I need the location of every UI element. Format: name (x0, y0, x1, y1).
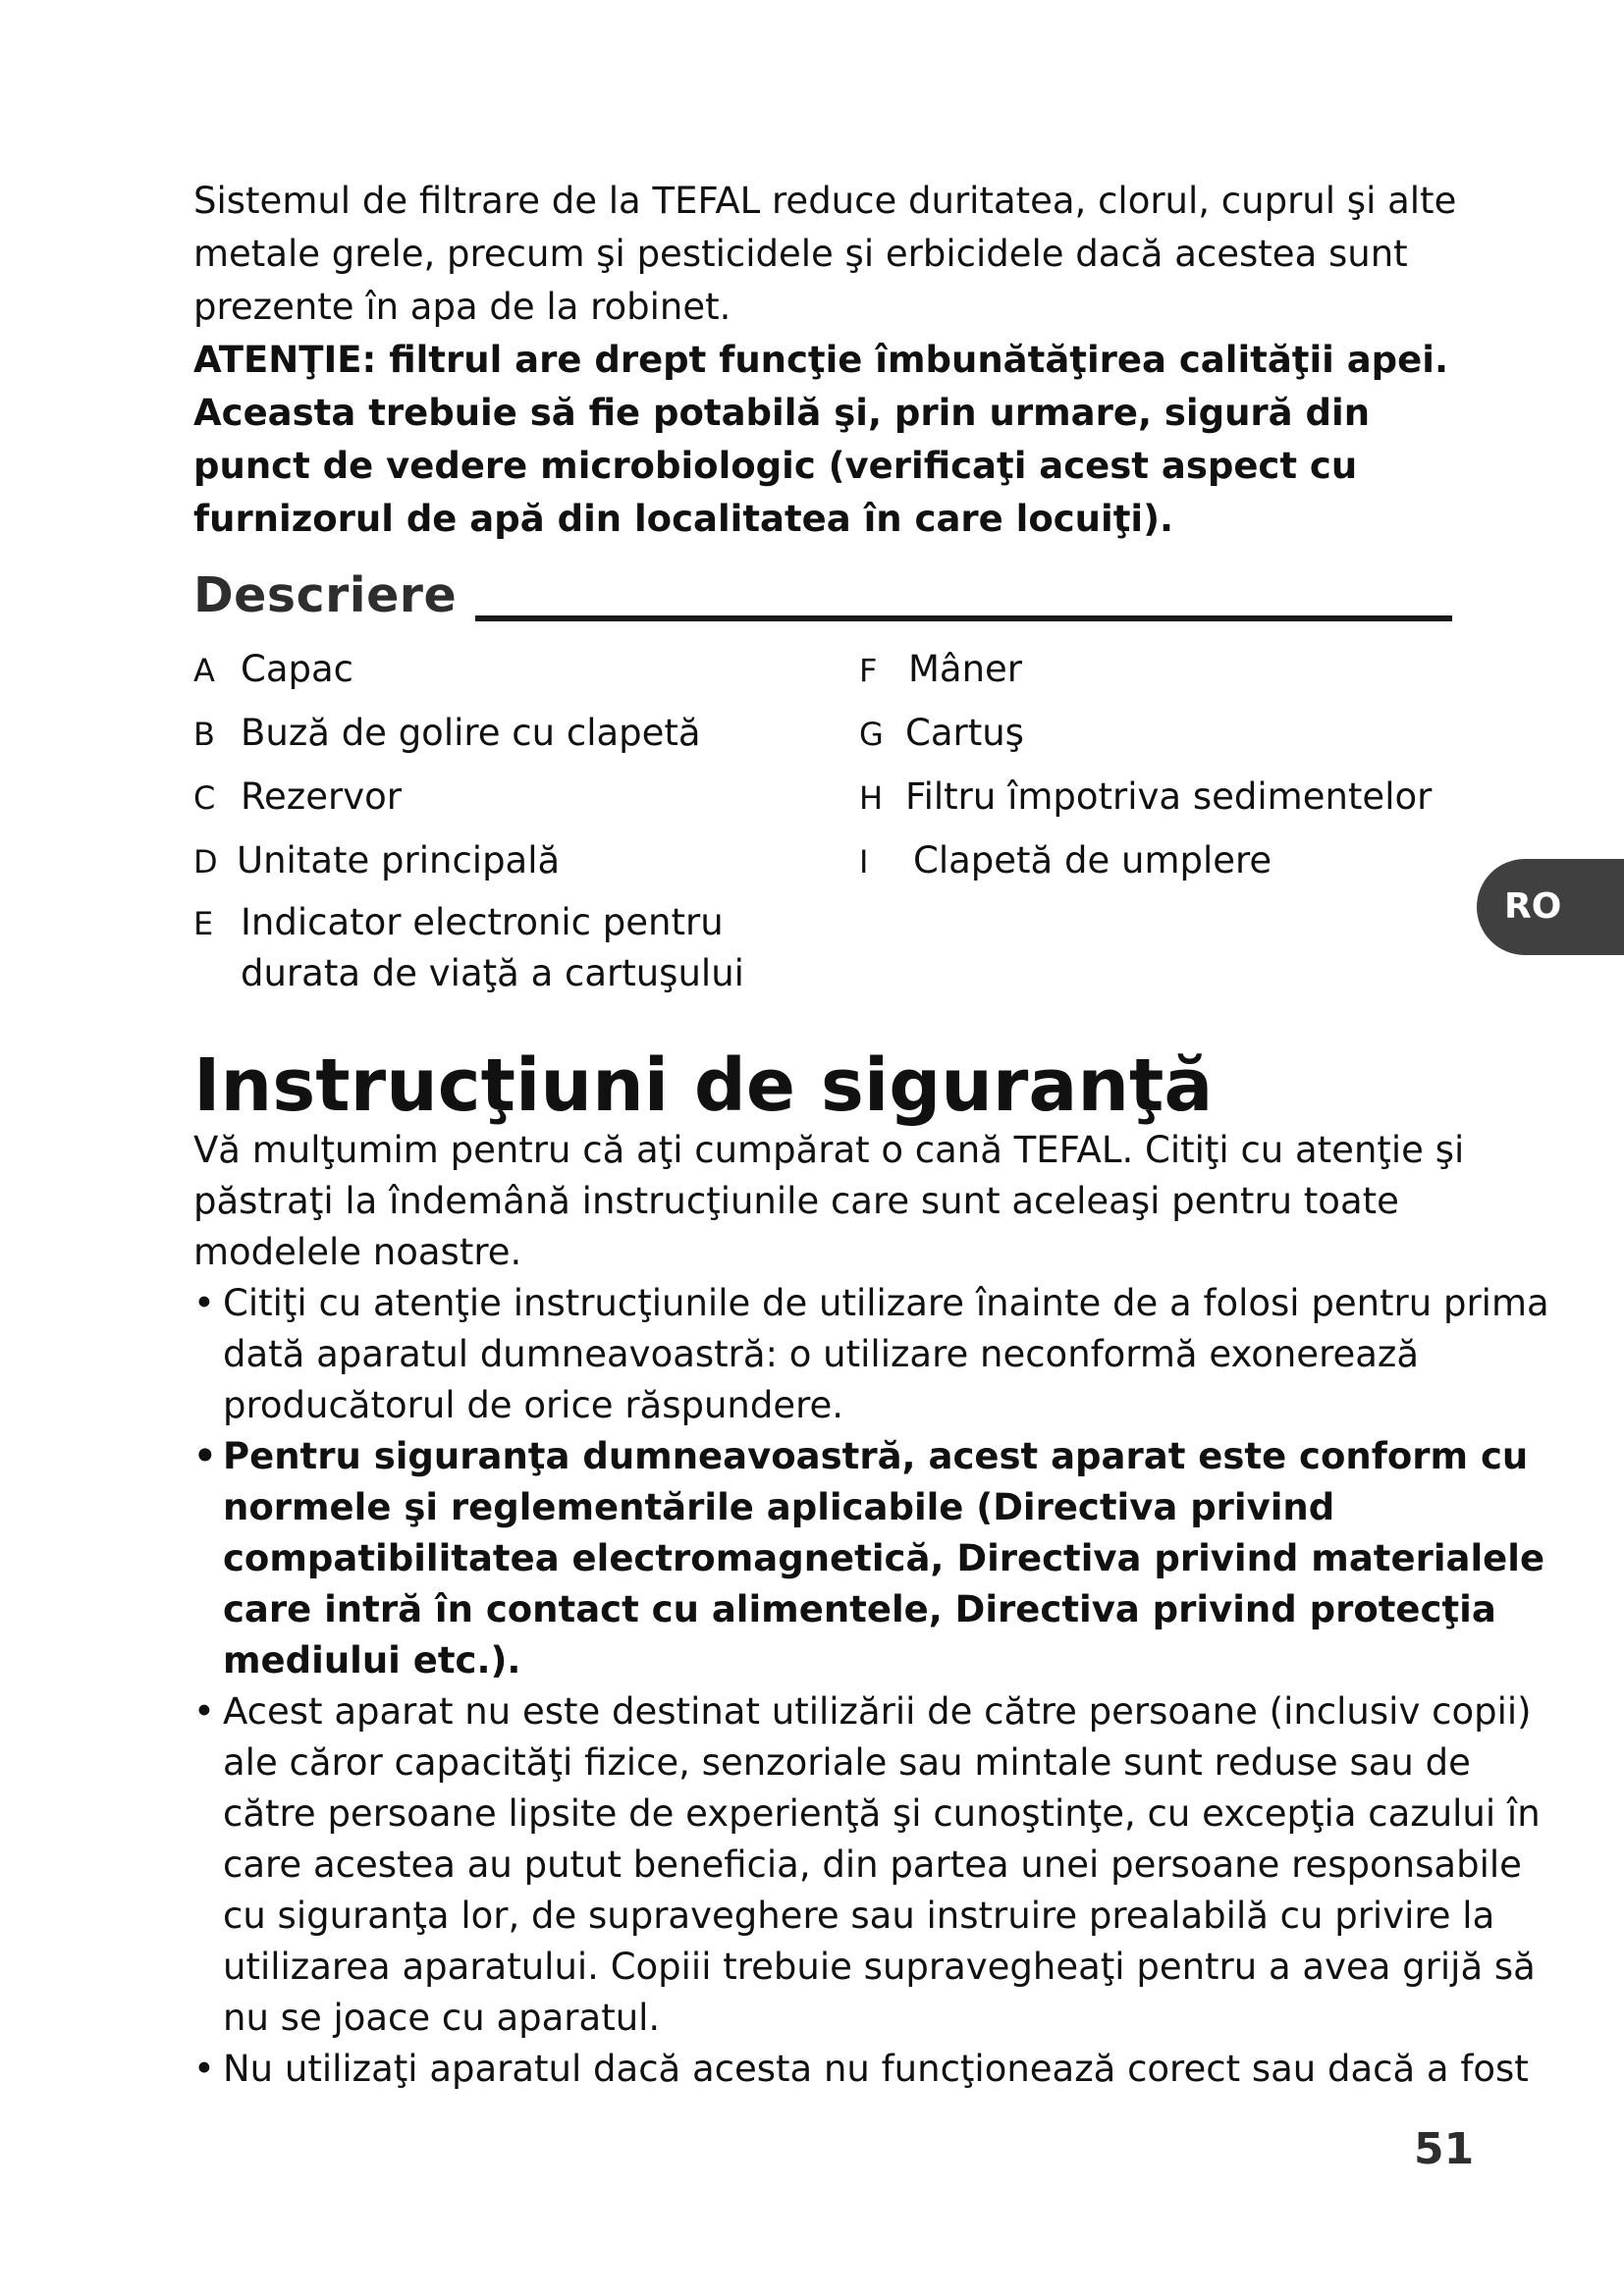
safety-list (193, 1278, 1563, 2095)
page-number: 51 (1414, 2124, 1475, 2174)
part-item (193, 835, 560, 887)
safety-bullet (193, 1686, 1563, 2044)
language-tab (1477, 859, 1624, 955)
warning-paragraph: ATENŢIE: filtrul are drept funcţie îmbunătăţirea calităţii apei. Aceasta trebuie să fie potabilă şi, prin urmare, sigură din punct de vedere microbiologic (verificaţi acest aspect cu furnizorul de apă din localitatea în care locuiţi). (193, 339, 1448, 540)
part-item (859, 772, 1432, 824)
bullet-mark: • (193, 1435, 217, 1477)
safety-bullet (193, 1278, 1563, 1431)
part-item (193, 897, 790, 999)
part-letter: G (859, 716, 884, 753)
bullet-mark: • (193, 2048, 215, 2090)
part-label: Buză de golire cu clapetă (241, 712, 701, 754)
part-item (859, 835, 1272, 887)
part-label: Capac (241, 648, 354, 690)
part-label: Unitate principală (237, 839, 561, 881)
part-letter: H (859, 779, 884, 817)
part-item (193, 644, 353, 696)
part-item (193, 772, 402, 824)
safety-bullet (193, 1431, 1563, 1686)
intro-paragraph: Sistemul de filtrare de la TEFAL reduce duritatea, clorul, cuprul şi alte metale grele, precum şi pesticidele şi erbicidele dacă acestea sunt prezente în apa de la robinet. (193, 180, 1457, 328)
part-label: Cartuş (905, 712, 1024, 754)
description-title: Descriere (193, 567, 458, 623)
bullet-text: Pentru siguranţa dumneavoastră, acest aparat este conform cu normele şi reglementările aplicabile (Directiva privind compatibilitatea electromagnetică, Directiva privind materialele care intră în contact cu alimentele, Directiva privind protecţia mediului etc.). (223, 1435, 1545, 1682)
safety-lead: Vă mulţumim pentru că aţi cumpărat o cană TEFAL. Citiţi cu atenţie şi păstraţi la îndemână instrucţiunile care sunt aceleaşi pentru toate modelele noastre. (193, 1129, 1465, 1273)
part-label: Indicator electronic pentru durata de viaţă a cartuşului (241, 901, 744, 994)
part-label: Mâner (908, 648, 1023, 690)
bullet-text: Citiţi cu atenţie instrucţiunile de utilizare înainte de a folosi pentru prima dată aparatul dumneavoastră: o utilizare neconformă exonerează producătorul de orice răspundere. (223, 1282, 1549, 1426)
part-item (193, 708, 701, 760)
safety-title: Instrucţiuni de siguranţă (193, 1043, 1214, 1128)
part-letter: C (193, 779, 216, 817)
safety-section (193, 1125, 1563, 2095)
intro-section (193, 175, 1470, 546)
safety-bullet (193, 2044, 1563, 2095)
part-letter: B (193, 716, 215, 753)
part-label: Filtru împotriva sedimentelor (905, 775, 1433, 818)
part-letter: A (193, 652, 215, 689)
description-heading (193, 561, 1452, 630)
part-label: Rezervor (241, 775, 402, 818)
part-letter: I (859, 843, 869, 881)
bullet-text: Nu utilizaţi aparatul dacă acesta nu funcţionează corect sau dacă a fost (223, 2048, 1529, 2090)
part-label: Clapetă de umplere (913, 839, 1272, 881)
part-letter: E (193, 905, 214, 942)
bullet-mark: • (193, 1690, 215, 1733)
part-item (859, 708, 1024, 760)
language-tab-label: RO (1504, 886, 1562, 927)
bullet-mark: • (193, 1282, 215, 1324)
part-item (859, 644, 1022, 696)
part-letter: F (859, 652, 878, 689)
part-letter: D (193, 843, 218, 881)
heading-rule (475, 615, 1452, 621)
bullet-text: Acest aparat nu este destinat utilizării de către persoane (inclusiv copii) ale căror capacităţi fizice, senzoriale sau mintale sunt reduse sau de către persoane lipsite de experienţă şi cunoştinţe, cu excepţia cazului în care acestea au putut beneficia, din partea unei persoane responsabile cu siguranţa lor, de supraveghere sau instruire prealabilă cu privire la utilizarea aparatului. Copiii trebuie supravegheaţi pentru a avea grijă să nu se joace cu aparatul. (223, 1690, 1541, 2039)
